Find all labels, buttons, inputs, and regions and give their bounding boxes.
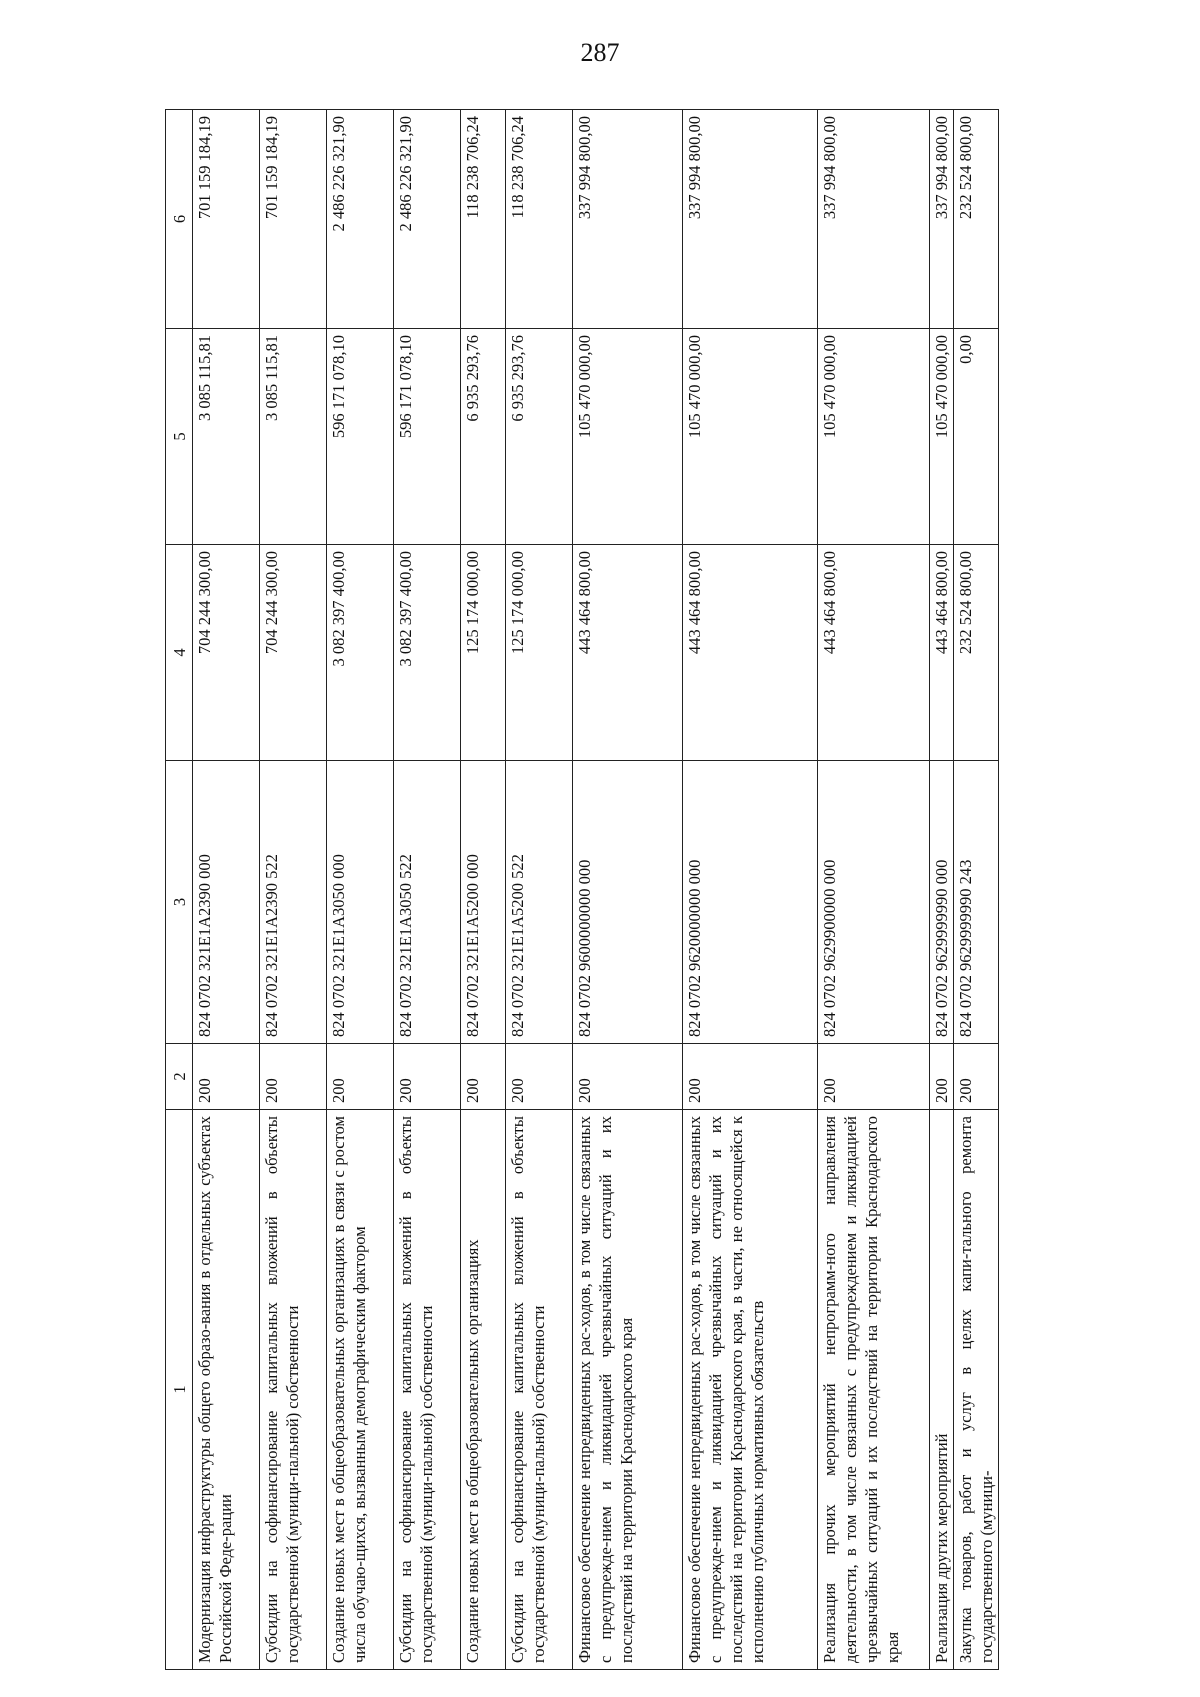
row-col6: 337 994 800,00 bbox=[683, 110, 818, 329]
column-header: 6 bbox=[166, 110, 193, 329]
row-col4: 232 524 800,00 bbox=[954, 545, 999, 761]
row-code: 824 0702 9629999990 243 bbox=[954, 761, 999, 1044]
row-col6: 701 159 184,19 bbox=[193, 110, 260, 329]
row-col4: 704 244 300,00 bbox=[260, 545, 327, 761]
rotated-table-container bbox=[165, 110, 1085, 1670]
row-col4: 443 464 800,00 bbox=[573, 545, 683, 761]
table-row bbox=[683, 110, 818, 1670]
table-frame bbox=[165, 110, 1085, 1670]
row-name: Финансовое обеспечение непредвиденных рас-ходов, в том числе связанных с предупрежде-нием и ликвидацией чрезвычайных ситуаций и их последствий на территории Краснодарского края bbox=[573, 1110, 683, 1670]
row-col2: 200 bbox=[193, 1044, 260, 1110]
header-row bbox=[166, 110, 193, 1670]
row-name: Субсидии на софинансирование капитальных вложений в объекты государственной (муници-пальной) собственности bbox=[394, 1110, 461, 1670]
row-name: Закупка товаров, работ и услуг в целях капи-тального ремонта государственного (муници- bbox=[954, 1110, 999, 1670]
column-header: 3 bbox=[166, 761, 193, 1044]
row-col2: 200 bbox=[506, 1044, 573, 1110]
row-code: 824 0702 9620000000 000 bbox=[683, 761, 818, 1044]
row-col2: 200 bbox=[573, 1044, 683, 1110]
row-col2: 200 bbox=[818, 1044, 930, 1110]
row-col5: 596 171 078,10 bbox=[394, 329, 461, 545]
row-code: 824 0702 321E1A5200 000 bbox=[461, 761, 506, 1044]
row-code: 824 0702 321E1A2390 522 bbox=[260, 761, 327, 1044]
row-col5: 105 470 000,00 bbox=[683, 329, 818, 545]
table-row bbox=[461, 110, 506, 1670]
row-col6: 2 486 226 321,90 bbox=[394, 110, 461, 329]
row-col6: 701 159 184,19 bbox=[260, 110, 327, 329]
budget-table bbox=[165, 109, 999, 1670]
table-row bbox=[954, 110, 999, 1670]
table-row bbox=[193, 110, 260, 1670]
row-col5: 596 171 078,10 bbox=[327, 329, 394, 545]
row-col4: 443 464 800,00 bbox=[683, 545, 818, 761]
row-col5: 6 935 293,76 bbox=[461, 329, 506, 545]
row-code: 824 0702 9629900000 000 bbox=[818, 761, 930, 1044]
row-col4: 443 464 800,00 bbox=[818, 545, 930, 761]
row-col6: 118 238 706,24 bbox=[461, 110, 506, 329]
row-col2: 200 bbox=[954, 1044, 999, 1110]
row-col5: 105 470 000,00 bbox=[818, 329, 930, 545]
row-code: 824 0702 9600000000 000 bbox=[573, 761, 683, 1044]
row-col6: 118 238 706,24 bbox=[506, 110, 573, 329]
row-col2: 200 bbox=[930, 1044, 954, 1110]
row-col5: 3 085 115,81 bbox=[193, 329, 260, 545]
row-col5: 6 935 293,76 bbox=[506, 329, 573, 545]
row-col2: 200 bbox=[394, 1044, 461, 1110]
page-number: 287 bbox=[580, 38, 620, 67]
row-code: 824 0702 321E1A3050 522 bbox=[394, 761, 461, 1044]
row-name: Создание новых мест в общеобразовательных организациях в связи с ростом числа обучаю-щихся, вызванным демографическим фактором bbox=[327, 1110, 394, 1670]
row-code: 824 0702 321E1A2390 000 bbox=[193, 761, 260, 1044]
row-col5: 105 470 000,00 bbox=[930, 329, 954, 545]
row-col6: 337 994 800,00 bbox=[573, 110, 683, 329]
row-name: Модернизация инфраструктуры общего образо-вания в отдельных субъектах Российской Феде-рации bbox=[193, 1110, 260, 1670]
table-row bbox=[394, 110, 461, 1670]
row-col4: 125 174 000,00 bbox=[461, 545, 506, 761]
row-col4: 3 082 397 400,00 bbox=[394, 545, 461, 761]
column-header: 1 bbox=[166, 1110, 193, 1670]
row-col2: 200 bbox=[461, 1044, 506, 1110]
row-col5: 3 085 115,81 bbox=[260, 329, 327, 545]
row-code: 824 0702 321E1A3050 000 bbox=[327, 761, 394, 1044]
row-name: Создание новых мест в общеобразовательных организациях bbox=[461, 1110, 506, 1670]
row-col4: 443 464 800,00 bbox=[930, 545, 954, 761]
table-row bbox=[327, 110, 394, 1670]
row-col4: 3 082 397 400,00 bbox=[327, 545, 394, 761]
row-code: 824 0702 9629999990 000 bbox=[930, 761, 954, 1044]
row-name: Реализация других мероприятий bbox=[930, 1110, 954, 1670]
row-col6: 337 994 800,00 bbox=[930, 110, 954, 329]
row-col5: 105 470 000,00 bbox=[573, 329, 683, 545]
table-row bbox=[260, 110, 327, 1670]
row-col6: 337 994 800,00 bbox=[818, 110, 930, 329]
row-col2: 200 bbox=[327, 1044, 394, 1110]
row-col4: 704 244 300,00 bbox=[193, 545, 260, 761]
row-col5: 0,00 bbox=[954, 329, 999, 545]
row-name: Субсидии на софинансирование капитальных вложений в объекты государственной (муници-пальной) собственности bbox=[260, 1110, 327, 1670]
table-row bbox=[506, 110, 573, 1670]
row-col2: 200 bbox=[683, 1044, 818, 1110]
column-header: 5 bbox=[166, 329, 193, 545]
row-col6: 2 486 226 321,90 bbox=[327, 110, 394, 329]
row-code: 824 0702 321E1A5200 522 bbox=[506, 761, 573, 1044]
row-name: Субсидии на софинансирование капитальных вложений в объекты государственной (муници-пальной) собственности bbox=[506, 1110, 573, 1670]
row-col6: 232 524 800,00 bbox=[954, 110, 999, 329]
table-row bbox=[818, 110, 930, 1670]
row-name: Финансовое обеспечение непредвиденных рас-ходов, в том числе связанных с предупрежде-нием и ликвидацией чрезвычайных ситуаций и их последствий на территории Краснодарского края, в части, не относящейся к исполнению публичных нормативных обязательств bbox=[683, 1110, 818, 1670]
column-header: 2 bbox=[166, 1044, 193, 1110]
row-col4: 125 174 000,00 bbox=[506, 545, 573, 761]
column-header: 4 bbox=[166, 545, 193, 761]
row-col2: 200 bbox=[260, 1044, 327, 1110]
table-row bbox=[573, 110, 683, 1670]
table-row bbox=[930, 110, 954, 1670]
row-name: Реализация прочих мероприятий непрограмм-ного направления деятельности, в том числе связанных с предупреждением и ликвидацией чрезвычайных ситуаций и их последствий на территории Краснодарского края bbox=[818, 1110, 930, 1670]
